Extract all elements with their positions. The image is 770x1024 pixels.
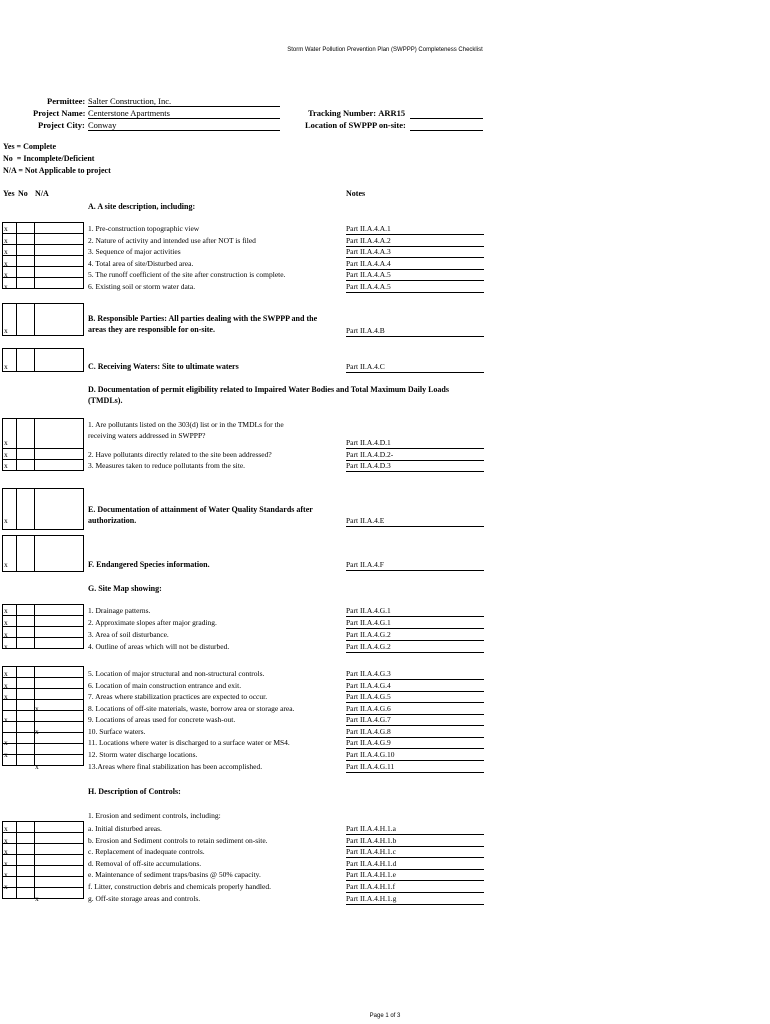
no-cell[interactable] — [17, 678, 35, 689]
tracking-line — [410, 118, 483, 119]
note-d1: Part II.A.4.D.1 — [346, 438, 484, 449]
checkbox-grid-f — [2, 535, 84, 572]
permittee-row — [47, 96, 85, 106]
no-cell[interactable] — [17, 700, 35, 711]
na-cell[interactable] — [35, 678, 84, 689]
yes-mark: x — [4, 692, 8, 701]
note-a3: Part II.A.4.A.3 — [346, 247, 484, 258]
no-cell[interactable] — [17, 223, 35, 234]
section-d-title: D. Documentation of permit eligibility related to Impaired Water Bodies and Total Maximum Daily Loads — [88, 385, 449, 394]
project-city-label: Project City: — [38, 120, 85, 130]
no-cell[interactable] — [17, 833, 35, 844]
section-f-title: F. Endangered Species information. — [88, 560, 210, 569]
na-mark: x — [35, 727, 39, 736]
checklist-item-a5: 5. The runoff coefficient of the site after construction is complete. — [88, 270, 286, 279]
no-cell[interactable] — [17, 844, 35, 855]
yes-cell[interactable] — [3, 700, 17, 711]
checklist-item-hf: f. Litter, construction debris and chemicals properly handled. — [88, 882, 271, 891]
na-cell[interactable] — [35, 833, 84, 844]
note-a6: Part II.A.4.A.5 — [346, 282, 484, 293]
note-g13: Part II.A.4.G.11 — [346, 762, 484, 773]
na-cell[interactable] — [35, 460, 84, 471]
checklist-item-g3: 3. Area of soil disturbance. — [88, 630, 169, 639]
no-cell[interactable] — [17, 256, 35, 267]
yes-mark: x — [4, 630, 8, 639]
no-cell[interactable] — [17, 888, 35, 899]
no-cell[interactable] — [17, 419, 35, 449]
project-city-value: Conway — [88, 120, 280, 131]
note-g9: Part II.A.4.G.7 — [346, 715, 484, 726]
yes-mark: x — [4, 236, 8, 245]
na-cell[interactable] — [35, 733, 84, 744]
na-cell[interactable] — [35, 744, 84, 755]
checkbox-grid-b — [2, 303, 84, 336]
na-cell[interactable] — [35, 855, 84, 866]
permittee-label: Permittee: — [47, 96, 86, 106]
yes-mark: x — [4, 560, 8, 569]
no-cell[interactable] — [17, 711, 35, 722]
checklist-item-g10: 10. Surface waters. — [88, 727, 146, 736]
checklist-item-a6: 6. Existing soil or storm water data. — [88, 282, 196, 291]
section-h-title: H. Description of Controls: — [88, 787, 181, 796]
note-a2: Part II.A.4.A.2 — [346, 236, 484, 247]
na-cell[interactable] — [35, 888, 84, 899]
na-cell[interactable] — [35, 711, 84, 722]
col-header-notes: Notes — [346, 189, 366, 198]
yes-mark: x — [4, 224, 8, 233]
document-title: Storm Water Pollution Prevention Plan (SWPPP) Completeness Checklist — [287, 47, 483, 53]
section-d-title-cont: (TMDLs). — [88, 396, 123, 405]
na-cell[interactable] — [35, 844, 84, 855]
col-header-na: N/A — [35, 189, 49, 198]
yes-mark: x — [4, 450, 8, 459]
note-b: Part II.A.4.B — [346, 326, 484, 337]
na-cell[interactable] — [35, 449, 84, 460]
na-cell[interactable] — [35, 616, 84, 627]
checklist-item-a2: 2. Nature of activity and intended use after NOT is filed — [88, 236, 256, 245]
section-g-title: G. Site Map showing: — [88, 584, 162, 593]
checklist-item-g12: 12. Storm water discharge locations. — [88, 750, 198, 759]
checklist-item-ha: a. Initial disturbed areas. — [88, 824, 162, 833]
note-hb: Part II.A.4.H.1.b — [346, 836, 484, 847]
no-cell[interactable] — [17, 744, 35, 755]
yes-mark: x — [4, 715, 8, 724]
section-e-title: E. Documentation of attainment of Water Quality Standards after — [88, 505, 313, 514]
yes-mark: x — [4, 750, 8, 759]
checklist-item-g11: 11. Locations where water is discharged to a surface water or MS4. — [88, 738, 290, 747]
yes-mark: x — [4, 669, 8, 678]
section-c-title: C. Receiving Waters: Site to ultimate waters — [88, 362, 239, 371]
project-name-row — [33, 108, 85, 118]
na-cell[interactable] — [35, 489, 84, 530]
no-cell[interactable] — [17, 234, 35, 245]
checkbox-grid-g2 — [2, 666, 84, 766]
na-cell[interactable] — [35, 822, 84, 833]
na-cell[interactable] — [35, 419, 84, 449]
no-cell[interactable] — [17, 267, 35, 278]
legend-yes: Yes = Complete — [3, 142, 56, 151]
checklist-item-d2: 2. Have pollutants directly related to the site been addressed? — [88, 450, 272, 459]
col-header-no: No — [18, 189, 28, 198]
checklist-item-g7: 7. Areas where stabilization practices are expected to occur. — [88, 692, 268, 701]
yes-mark: x — [4, 882, 8, 891]
no-cell[interactable] — [17, 536, 35, 572]
yes-mark: x — [4, 824, 8, 833]
note-g2: Part II.A.4.G.1 — [346, 618, 484, 629]
project-city-row — [38, 120, 85, 130]
yes-mark: x — [4, 681, 8, 690]
checklist-item-hd: d. Removal of off-site accumulations. — [88, 859, 202, 868]
na-cell[interactable] — [35, 755, 84, 766]
checkbox-grid-c — [2, 348, 84, 372]
checklist-item-g13: 13.Areas where final stabilization has been accomplished. — [88, 762, 263, 771]
yes-mark: x — [4, 642, 8, 651]
section-b-title: B. Responsible Parties: All parties dealing with the SWPPP and the — [88, 314, 318, 323]
note-g8: Part II.A.4.G.6 — [346, 704, 484, 715]
checkbox-grid-e — [2, 488, 84, 530]
na-mark: x — [35, 704, 39, 713]
yes-mark: x — [4, 618, 8, 627]
note-g5: Part II.A.4.G.3 — [346, 669, 484, 680]
legend-na: N/A = Not Applicable to project — [3, 166, 111, 175]
checklist-item-a3: 3. Sequence of major activities — [88, 247, 181, 256]
yes-mark: x — [4, 836, 8, 845]
na-cell[interactable] — [35, 700, 84, 711]
note-g11: Part II.A.4.G.9 — [346, 738, 484, 749]
yes-mark: x — [4, 870, 8, 879]
yes-mark: x — [4, 859, 8, 868]
na-mark: x — [35, 894, 39, 903]
checklist-item-d3: 3. Measures taken to reduce pollutants from the site. — [88, 461, 246, 470]
location-value — [410, 120, 483, 131]
col-header-yes: Yes — [3, 189, 15, 198]
na-cell[interactable] — [35, 877, 84, 888]
checklist-item-a4: 4. Total area of site/Disturbed area. — [88, 259, 194, 268]
note-a1: Part II.A.4.A.1 — [346, 224, 484, 235]
note-g6: Part II.A.4.G.4 — [346, 681, 484, 692]
tracking-label: Tracking Number: — [308, 108, 377, 118]
yes-mark: x — [4, 606, 8, 615]
section-a-title: A. A site description, including: — [88, 202, 196, 211]
note-d3: Part II.A.4.D.3 — [346, 461, 484, 472]
no-cell[interactable] — [17, 605, 35, 616]
no-cell[interactable] — [17, 489, 35, 530]
note-a5: Part II.A.4.A.5 — [346, 270, 484, 281]
note-hg: Part II.A.4.H.1.g — [346, 894, 484, 905]
checklist-item-g5: 5. Location of major structural and non-structural controls. — [88, 669, 265, 678]
no-cell[interactable] — [17, 755, 35, 766]
project-name-value: Centerstone Apartments — [88, 108, 280, 119]
checklist-item-hc: c. Replacement of inadequate controls. — [88, 847, 205, 856]
na-cell[interactable] — [35, 536, 84, 572]
checklist-item-g8: 8. Locations of off-site materials, waste, borrow area or storage area. — [88, 704, 295, 713]
checklist-item-g6: 6. Location of main construction entrance and exit. — [88, 681, 242, 690]
permittee-value: Salter Construction, Inc. — [88, 96, 280, 107]
note-f: Part II.A.4.F — [346, 560, 484, 571]
no-cell[interactable] — [17, 822, 35, 833]
no-cell[interactable] — [17, 304, 35, 336]
checklist-item-g2: 2. Approximate slopes after major grading. — [88, 618, 217, 627]
na-cell[interactable] — [35, 722, 84, 733]
note-g10: Part II.A.4.G.8 — [346, 727, 484, 738]
no-cell[interactable] — [17, 245, 35, 256]
na-cell[interactable] — [35, 278, 84, 289]
tracking-value: ARR15 — [378, 108, 406, 118]
note-a4: Part II.A.4.A.4 — [346, 259, 484, 270]
yes-mark: x — [4, 270, 8, 279]
note-d2: Part II.A.4.D.2- — [346, 450, 484, 461]
no-cell[interactable] — [17, 638, 35, 649]
checklist-item-g9: 9. Locations of areas used for concrete wash-out. — [88, 715, 236, 724]
checklist-item-he: e. Maintenance of sediment traps/basins @ 50% capacity. — [88, 870, 261, 879]
note-g7: Part II.A.4.G.5 — [346, 692, 484, 703]
na-cell[interactable] — [35, 627, 84, 638]
na-cell[interactable] — [35, 866, 84, 877]
na-cell[interactable] — [35, 256, 84, 267]
project-name-label: Project Name: — [33, 108, 86, 118]
yes-mark: x — [4, 259, 8, 268]
section-b-title-cont: areas they are responsible for on-site. — [88, 325, 215, 334]
tracking-row — [308, 108, 405, 118]
page-number: Page 1 of 3 — [369, 1013, 401, 1019]
checklist-item-g1: 1. Drainage patterns. — [88, 606, 151, 615]
na-cell[interactable] — [35, 638, 84, 649]
yes-mark: x — [4, 247, 8, 256]
na-cell[interactable] — [35, 245, 84, 256]
na-cell[interactable] — [35, 267, 84, 278]
na-cell[interactable] — [35, 667, 84, 678]
na-cell[interactable] — [35, 304, 84, 336]
no-cell[interactable] — [17, 627, 35, 638]
note-g12: Part II.A.4.G.10 — [346, 750, 484, 761]
yes-mark: x — [4, 282, 8, 291]
location-label: Location of SWPPP on-site: — [305, 120, 406, 130]
note-c: Part II.A.4.C — [346, 362, 484, 373]
checklist-item-hg: g. Off-site storage areas and controls. — [88, 894, 201, 903]
no-cell[interactable] — [17, 349, 35, 372]
no-cell[interactable] — [17, 733, 35, 744]
checkbox-grid-h — [2, 821, 84, 899]
note-g1: Part II.A.4.G.1 — [346, 606, 484, 617]
checklist-item-h1: 1. Erosion and sediment controls, including: — [88, 811, 221, 820]
na-cell[interactable] — [35, 349, 84, 372]
checkbox-grid-g1 — [2, 604, 84, 649]
checkbox-grid-d — [2, 418, 84, 471]
yes-mark: x — [4, 362, 8, 371]
no-cell[interactable] — [17, 855, 35, 866]
location-row — [305, 120, 406, 130]
na-cell[interactable] — [35, 223, 84, 234]
no-cell[interactable] — [17, 667, 35, 678]
note-he: Part II.A.4.H.1.e — [346, 870, 484, 881]
no-cell[interactable] — [17, 877, 35, 888]
note-hc: Part II.A.4.H.1.c — [346, 847, 484, 858]
yes-mark: x — [4, 438, 8, 447]
legend-no: No = Incomplete/Deficient — [3, 154, 95, 163]
yes-mark: x — [4, 516, 8, 525]
na-cell[interactable] — [35, 234, 84, 245]
checklist-item-d1-cont: receiving waters addressed in SWPPP? — [88, 431, 206, 440]
yes-mark: x — [4, 738, 8, 747]
yes-mark: x — [4, 847, 8, 856]
note-ha: Part II.A.4.H.1.a — [346, 824, 484, 835]
note-hd: Part II.A.4.H.1.d — [346, 859, 484, 870]
section-e-title-cont: authorization. — [88, 516, 137, 525]
no-cell[interactable] — [17, 278, 35, 289]
note-g4: Part II.A.4.G.2 — [346, 642, 484, 653]
no-cell[interactable] — [17, 616, 35, 627]
na-cell[interactable] — [35, 689, 84, 700]
na-cell[interactable] — [35, 605, 84, 616]
checkbox-grid-a — [2, 222, 84, 289]
note-e: Part II.A.4.E — [346, 516, 484, 527]
note-hf: Part II.A.4.H.1.f — [346, 882, 484, 893]
yes-mark: x — [4, 326, 8, 335]
no-cell[interactable] — [17, 866, 35, 877]
no-cell[interactable] — [17, 689, 35, 700]
no-cell[interactable] — [17, 722, 35, 733]
na-mark: x — [35, 762, 39, 771]
checklist-item-d1: 1. Are pollutants listed on the 303(d) list or in the TMDLs for the — [88, 420, 284, 429]
note-g3: Part II.A.4.G.2 — [346, 630, 484, 641]
checklist-item-hb: b. Erosion and Sediment controls to retain sediment on-site. — [88, 836, 268, 845]
checklist-item-g4: 4. Outline of areas which will not be disturbed. — [88, 642, 230, 651]
yes-mark: x — [4, 461, 8, 470]
no-cell[interactable] — [17, 460, 35, 471]
no-cell[interactable] — [17, 449, 35, 460]
checklist-item-a1: 1. Pre-construction topographic view — [88, 224, 200, 233]
